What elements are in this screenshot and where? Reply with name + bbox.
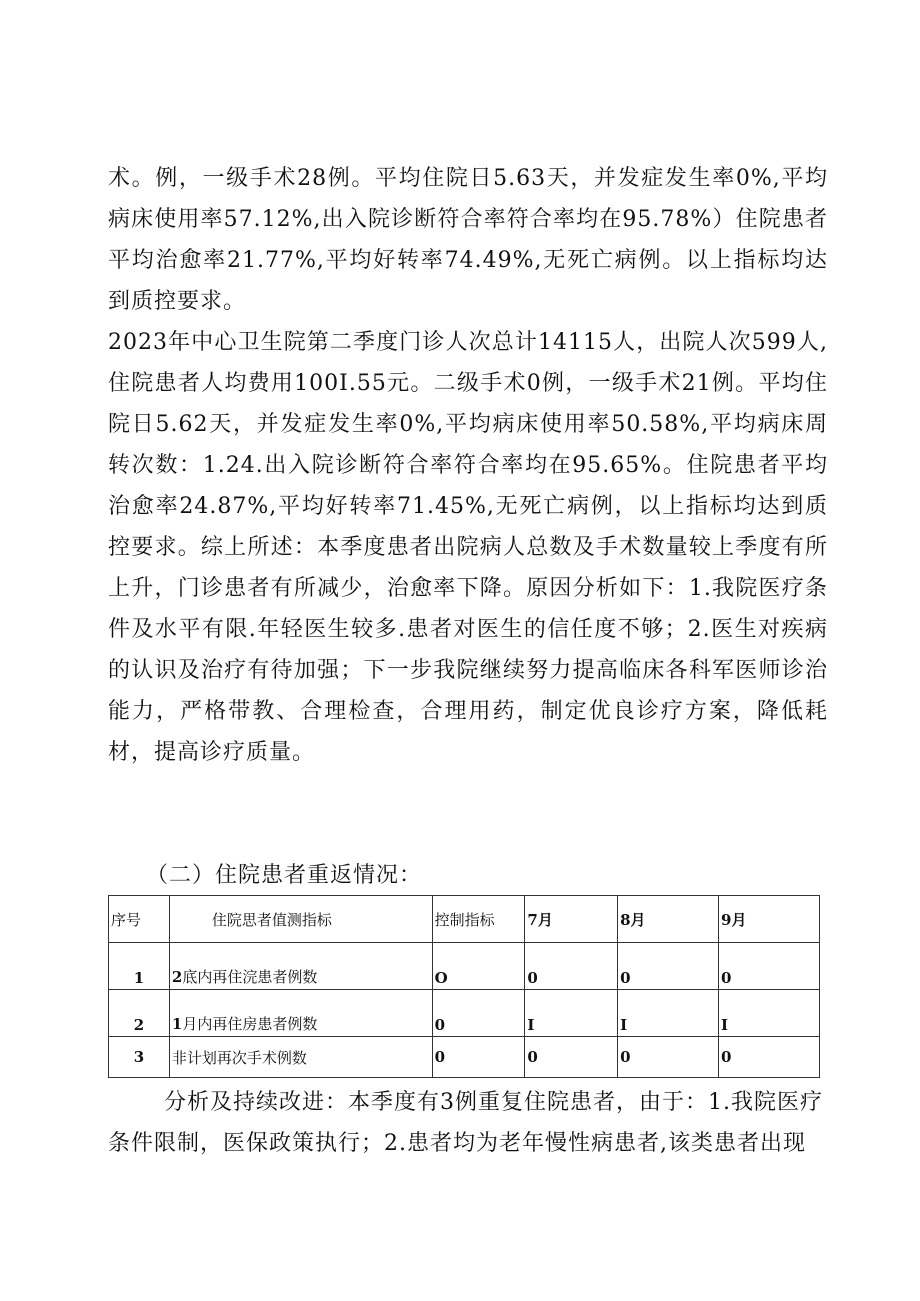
row-indicator: 底内再住浣患者例数	[182, 968, 318, 986]
paragraph-q2-summary: 2023年中心卫生院第二季度门诊人次总计14115人，出院人次599人,住院患者人均费用100I.55元。二级手术0例，一级手术21例。平均住院日5.62天，并发症发生率0%,平均病床使用率50.58%,平均病床周转次数：1.24.出入院诊断符合率符合率均在95.65%。住院患者平均治愈率24.87%,平均好转率71.45%,无死亡病例，以上指标均达到质控要求。综上所述：本季度患者出院病人总数及手术数量较上季度有所上升，门诊患者有所减少，治愈率下降。原因分析如下：1.我院医疗条件及水平有限.年轻医生较多.患者对医生的信任度不够；2.医生对疾病的认识及治疗有待加强；下一步我院继续努力提高临床各科军医师诊治能力，严格带教、合理检查，合理用药，制定优良诊疗方案，降低耗材，提高诊疗质量。	[108, 330, 828, 765]
table-row	[109, 943, 820, 990]
row-august: 0	[618, 1037, 719, 1078]
header-cell-indicator: 住院思者值测指标	[169, 896, 432, 943]
row-indicator-cell	[169, 1037, 432, 1078]
row-july: 0	[525, 943, 618, 990]
row-september: 0	[719, 1037, 820, 1078]
header-cell-september: 9月	[719, 896, 820, 943]
table-row	[109, 990, 820, 1037]
table-header-row	[109, 896, 820, 943]
row-july: I	[525, 990, 618, 1037]
header-cell-number: 序号	[109, 896, 170, 943]
header-cell-july: 7月	[525, 896, 618, 943]
row-indicator-cell	[169, 990, 432, 1037]
row-control: 0	[432, 1037, 525, 1078]
row-number: 2	[109, 990, 170, 1037]
paragraph-analysis-text: 分析及持续改进：本季度有3例重复住院患者，由于：1.我院医疗条件限制，医保政策执行；2.患者均为老年慢性病患者,该类患者出现	[108, 1090, 823, 1156]
row-indicator-prefix: 2	[171, 968, 183, 986]
header-cell-control: 控制指标	[432, 896, 525, 943]
header-cell-august: 8月	[618, 896, 719, 943]
row-indicator-prefix: 1	[171, 1015, 183, 1033]
row-august: I	[618, 990, 719, 1037]
row-september: 0	[719, 943, 820, 990]
table-row	[109, 1037, 820, 1078]
row-july: 0	[525, 1037, 618, 1078]
row-september: I	[719, 990, 820, 1037]
paragraph-q1-summary: 术。例，一级手术28例。平均住院日5.63天，并发症发生率0%,平均病床使用率57.12%,出入院诊断符合率符合率均在95.78%）住院患者平均治愈率21.77%,平均好转率74.49%,无死亡病例。以上指标均达到质控要求。	[108, 166, 828, 314]
readmission-table	[108, 895, 820, 1078]
row-number: 1	[109, 943, 170, 990]
row-number: 3	[109, 1037, 170, 1078]
row-august: 0	[618, 943, 719, 990]
section-heading-readmission: （二）住院患者重返情况：	[146, 863, 423, 888]
row-control: O	[432, 943, 525, 990]
row-indicator-cell	[169, 943, 432, 990]
paragraph-analysis	[108, 1082, 828, 1164]
row-indicator: 月内再住房患者例数	[182, 1015, 318, 1033]
row-indicator: 非计划再次手术例数	[171, 1048, 307, 1067]
row-control: 0	[432, 990, 525, 1037]
